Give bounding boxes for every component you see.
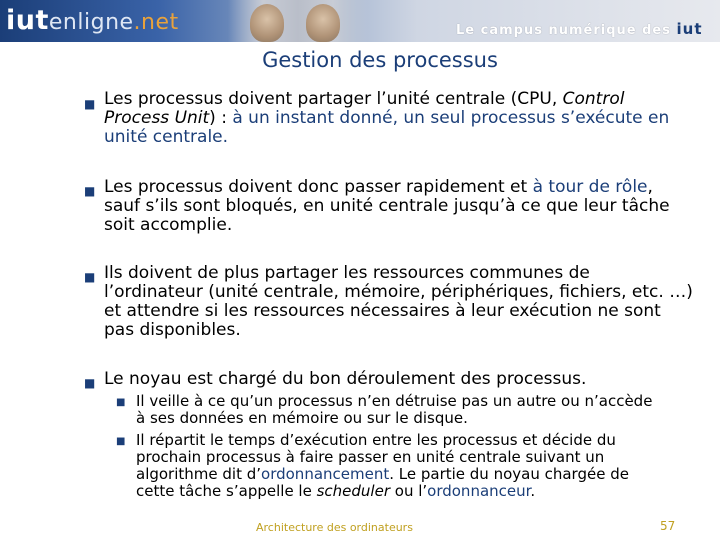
square-bullet-icon: ■: [116, 436, 126, 447]
square-bullet-icon: ■: [116, 397, 126, 408]
page-number: 57: [660, 519, 676, 533]
footer-course-title: Architecture des ordinateurs: [256, 521, 413, 534]
square-bullet-icon: ■: [84, 270, 96, 284]
bullet-item: Ils doivent de plus partager les ressources communes de l’ordinateur (unité centrale, mémoire, périphériques, fichiers, etc. …) et attendre si les ressources nécessaires à leur exécution ne sont pas disponibles.: [104, 263, 693, 340]
header-photos: [228, 0, 368, 42]
bullet-item: Les processus doivent donc passer rapidement et à tour de rôle, sauf s’ils sont bloqués, en unité centrale jusqu’à ce que leur tâche soit accomplie.: [104, 177, 670, 235]
tagline-text: Le campus numérique des: [456, 23, 671, 38]
logo-net: .net: [133, 10, 179, 35]
slide-title: Gestion des processus: [262, 48, 498, 72]
bullet-item: Le noyau est chargé du bon déroulement des processus.: [104, 369, 587, 389]
site-logo[interactable]: [6, 6, 179, 38]
header-banner: [0, 0, 720, 42]
sub-bullet-item: Il veille à ce qu’un processus n’en détruise pas un autre ou n’accède à ses données en mémoire ou sur le disque.: [136, 392, 653, 427]
logo-en: en: [48, 10, 78, 35]
student-photo: [306, 4, 340, 42]
header-tagline: [456, 20, 703, 38]
sub-bullet-item: Il répartit le temps d’exécution entre les processus et décide du prochain processus à faire passer en unité centrale suivant un algorithme dit d’ordonnancement. Le partie du noyau chargée de cette tâche s’appelle le scheduler ou l’ordonnanceur.: [136, 431, 629, 500]
logo-iut: iut: [6, 5, 49, 36]
logo-ligne: ligne: [77, 10, 134, 35]
student-photo: [250, 4, 284, 42]
square-bullet-icon: ■: [84, 97, 96, 111]
bullet-item: Les processus doivent partager l’unité centrale (CPU, Control Process Unit) : à un instant donné, un seul processus s’exécute en unité centrale.: [104, 89, 670, 147]
square-bullet-icon: ■: [84, 184, 96, 198]
tagline-brand: iut: [676, 20, 703, 38]
square-bullet-icon: ■: [84, 376, 96, 390]
